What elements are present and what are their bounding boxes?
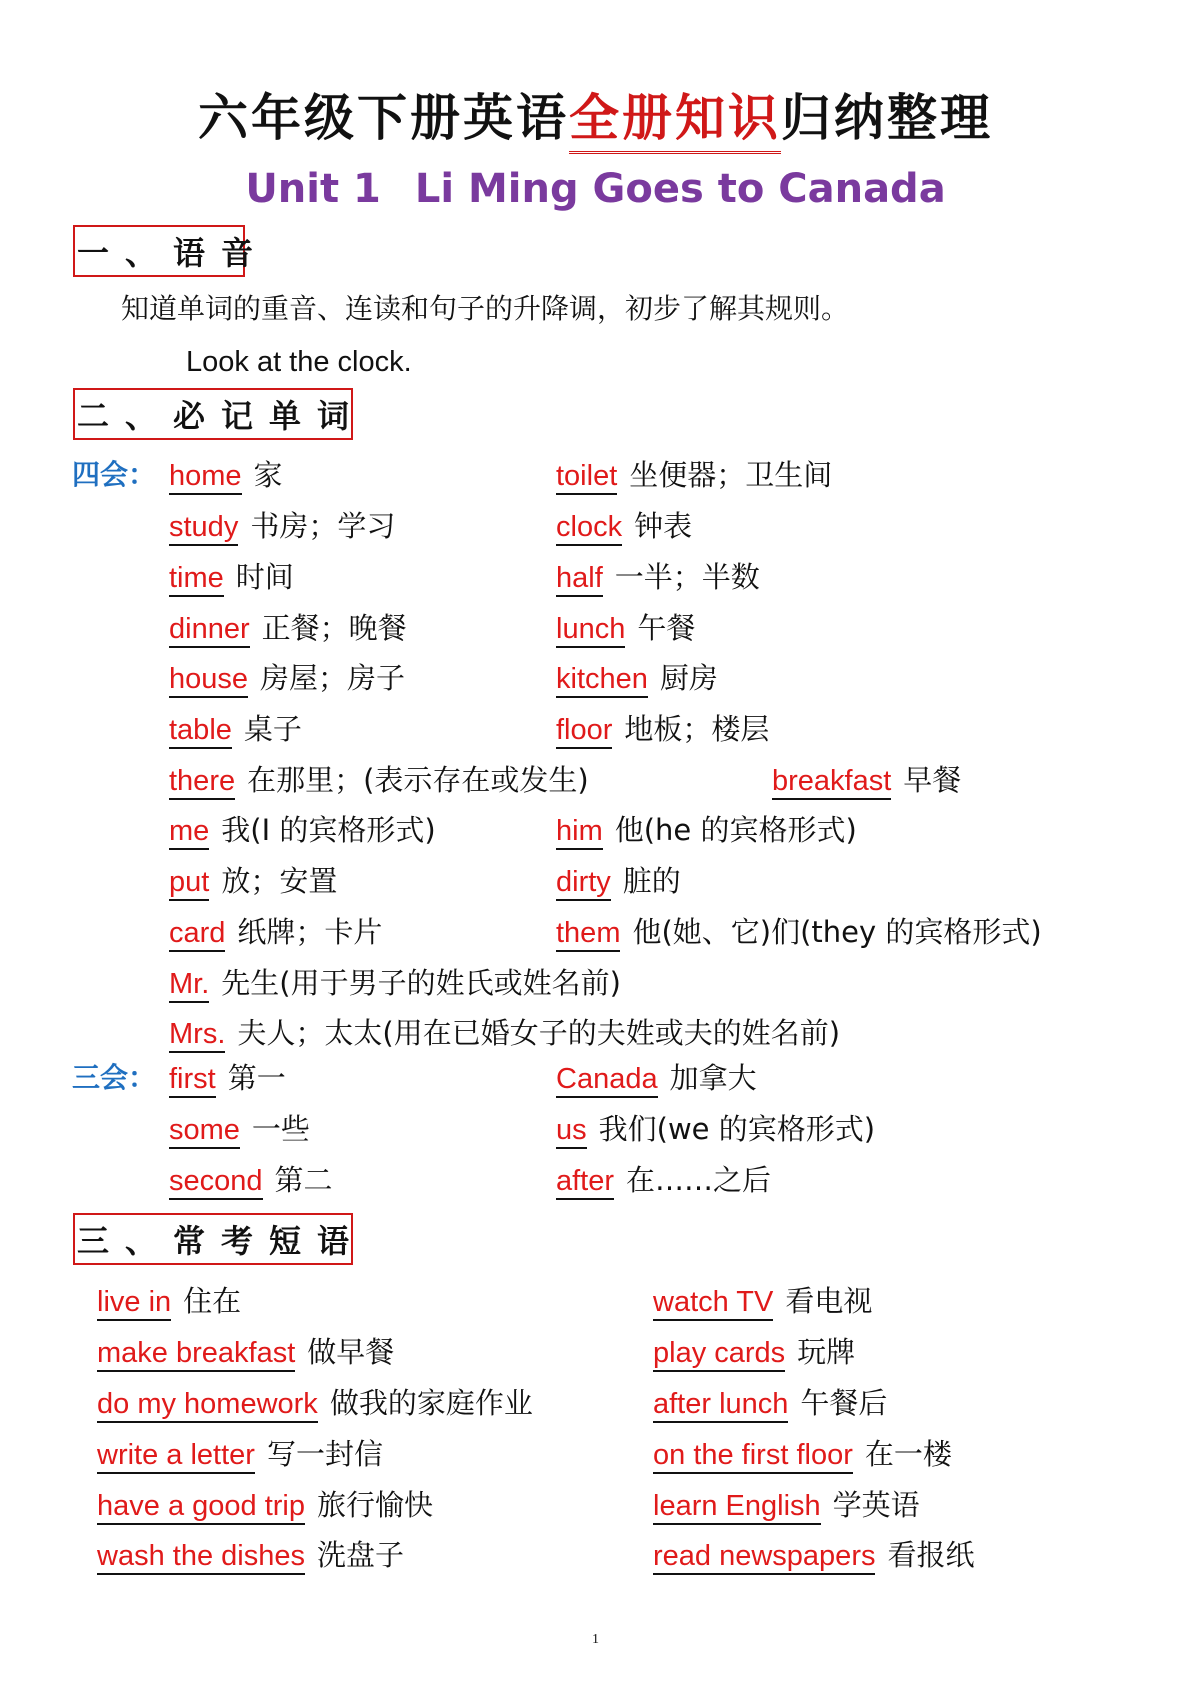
vocab-item-chinese: 放；安置 bbox=[221, 864, 338, 898]
section-heading-phrases: 三、常考短语 bbox=[73, 1213, 353, 1265]
vocab-item bbox=[169, 1013, 840, 1054]
vocab-item bbox=[169, 1109, 310, 1150]
vocab-item-chinese: 厨房 bbox=[659, 661, 718, 695]
vocab-item-english: me bbox=[169, 815, 209, 850]
phrase-item bbox=[653, 1383, 887, 1424]
phrase-item bbox=[653, 1281, 872, 1322]
vocab-item bbox=[169, 709, 302, 750]
four-skills-label: 四会： bbox=[72, 458, 157, 491]
vocab-item-chinese: 他(她、它)们(they 的宾格形式) bbox=[632, 915, 1042, 949]
vocab-item-chinese: 一半；半数 bbox=[614, 560, 760, 594]
vocab-item bbox=[556, 1058, 757, 1099]
vocab-item-chinese: 时间 bbox=[235, 560, 294, 594]
phrase-item-english: learn English bbox=[653, 1490, 821, 1525]
phrase-item-english: have a good trip bbox=[97, 1490, 305, 1525]
vocab-item bbox=[169, 557, 294, 598]
vocab-item-chinese: 坐便器；卫生间 bbox=[629, 458, 833, 492]
phrase-item-english: read newspapers bbox=[653, 1540, 875, 1575]
vocab-item bbox=[169, 1160, 333, 1201]
vocab-item bbox=[169, 912, 382, 953]
vocab-item-chinese: 桌子 bbox=[243, 712, 302, 746]
phrase-item-english: make breakfast bbox=[97, 1337, 295, 1372]
vocab-item-chinese: 一些 bbox=[251, 1112, 310, 1146]
title-prefix: 六年级下册英语 bbox=[198, 89, 569, 147]
vocab-item-chinese: 第二 bbox=[274, 1163, 333, 1197]
vocab-item-chinese: 他(he 的宾格形式) bbox=[614, 813, 857, 847]
vocab-item-english: home bbox=[169, 460, 242, 495]
vocab-item-chinese: 房屋；房子 bbox=[260, 661, 406, 695]
vocab-item-chinese: 脏的 bbox=[622, 864, 681, 898]
phrase-item-english: wash the dishes bbox=[97, 1540, 305, 1575]
phrase-item-chinese: 玩牌 bbox=[797, 1335, 856, 1369]
vocab-item bbox=[556, 810, 857, 851]
vocab-item-chinese: 夫人；太太(用在已婚女子的夫姓或夫的姓名前) bbox=[237, 1016, 841, 1050]
vocab-item-english: toilet bbox=[556, 460, 617, 495]
vocab-item bbox=[772, 760, 961, 801]
phrase-item-chinese: 做我的家庭作业 bbox=[329, 1386, 533, 1420]
vocab-item-english: table bbox=[169, 714, 232, 749]
vocab-item bbox=[169, 455, 283, 496]
vocab-item bbox=[169, 506, 395, 547]
vocab-item-english: some bbox=[169, 1114, 240, 1149]
vocab-item-english: floor bbox=[556, 714, 612, 749]
phrase-item bbox=[97, 1485, 433, 1526]
vocab-item-english: clock bbox=[556, 511, 622, 546]
phrase-item-chinese: 在一楼 bbox=[864, 1437, 952, 1471]
phrase-item-chinese: 午餐后 bbox=[800, 1386, 888, 1420]
phrase-item-english: on the first floor bbox=[653, 1439, 853, 1474]
vocab-item-chinese: 纸牌；卡片 bbox=[237, 915, 383, 949]
phonetics-description: 知道单词的重音、连读和句子的升降调，初步了解其规则。 bbox=[121, 292, 850, 325]
vocab-item-english: him bbox=[556, 815, 603, 850]
phrase-item-chinese: 写一封信 bbox=[266, 1437, 383, 1471]
vocab-item-english: kitchen bbox=[556, 663, 648, 698]
vocab-item bbox=[556, 455, 832, 496]
phrase-item-chinese: 洗盘子 bbox=[316, 1538, 404, 1572]
vocab-item-chinese: 我们(we 的宾格形式) bbox=[598, 1112, 876, 1146]
vocab-item-english: first bbox=[169, 1063, 216, 1098]
phrase-item-chinese: 旅行愉快 bbox=[316, 1488, 433, 1522]
vocab-item-english: Mr. bbox=[169, 968, 209, 1003]
unit-number: Unit 1 bbox=[245, 166, 381, 212]
vocab-item-english: house bbox=[169, 663, 248, 698]
vocab-item-english: second bbox=[169, 1165, 263, 1200]
vocab-item bbox=[169, 861, 337, 902]
vocab-item-english: them bbox=[556, 917, 620, 952]
vocab-item-english: after bbox=[556, 1165, 614, 1200]
vocab-item-english: time bbox=[169, 562, 224, 597]
phrase-item-chinese: 做早餐 bbox=[307, 1335, 395, 1369]
phrase-item-english: play cards bbox=[653, 1337, 785, 1372]
vocab-item-chinese: 正餐；晚餐 bbox=[261, 611, 407, 645]
phrase-item-chinese: 住在 bbox=[183, 1284, 242, 1318]
vocab-item bbox=[556, 557, 760, 598]
vocab-item-english: half bbox=[556, 562, 603, 597]
page-title bbox=[0, 78, 1191, 150]
vocab-item bbox=[556, 1160, 771, 1201]
phonetics-example: Look at the clock. bbox=[186, 346, 412, 378]
phrase-item-english: after lunch bbox=[653, 1388, 788, 1423]
vocab-item bbox=[169, 760, 589, 801]
phrase-item bbox=[653, 1485, 920, 1526]
phrase-item bbox=[97, 1383, 533, 1424]
phrase-item bbox=[97, 1281, 241, 1322]
unit-title bbox=[0, 166, 1191, 212]
vocab-item bbox=[169, 608, 407, 649]
vocab-item bbox=[169, 963, 621, 1004]
phrase-item bbox=[653, 1434, 952, 1475]
vocab-item-english: put bbox=[169, 866, 209, 901]
phrase-item-chinese: 学英语 bbox=[832, 1488, 920, 1522]
phrase-item-chinese: 看报纸 bbox=[887, 1538, 975, 1572]
vocab-item bbox=[556, 506, 692, 547]
vocab-item-english: there bbox=[169, 765, 235, 800]
phrase-item bbox=[97, 1434, 383, 1475]
vocab-item-english: study bbox=[169, 511, 238, 546]
phrase-item-english: do my homework bbox=[97, 1388, 318, 1423]
phrase-item bbox=[97, 1332, 394, 1373]
vocab-item bbox=[169, 1058, 286, 1099]
phrase-item bbox=[653, 1535, 975, 1576]
page-number: 1 bbox=[592, 1632, 599, 1647]
phrase-item bbox=[653, 1332, 855, 1373]
vocab-item-chinese: 早餐 bbox=[903, 763, 962, 797]
title-highlight: 全册知识 bbox=[569, 89, 781, 154]
section-heading-vocabulary: 二、必记单词 bbox=[73, 388, 353, 440]
three-skills-label: 三会： bbox=[72, 1061, 157, 1094]
vocab-item-english: us bbox=[556, 1114, 587, 1149]
unit-name: Li Ming Goes to Canada bbox=[414, 166, 946, 212]
vocab-item-chinese: 书房；学习 bbox=[250, 509, 396, 543]
vocab-item-english: dinner bbox=[169, 613, 250, 648]
vocab-item-english: lunch bbox=[556, 613, 625, 648]
vocab-item bbox=[169, 810, 436, 851]
vocab-item bbox=[556, 861, 681, 902]
vocab-item-english: dirty bbox=[556, 866, 611, 901]
phrase-item-english: live in bbox=[97, 1286, 171, 1321]
vocab-item bbox=[556, 608, 695, 649]
section-heading-phonetics: 一、语音 bbox=[73, 225, 245, 277]
vocab-item-english: card bbox=[169, 917, 225, 952]
phrase-item-chinese: 看电视 bbox=[785, 1284, 873, 1318]
title-suffix: 归纳整理 bbox=[781, 89, 993, 147]
vocab-item bbox=[556, 912, 1042, 953]
vocab-item-chinese: 家 bbox=[253, 458, 283, 492]
vocab-item bbox=[556, 709, 769, 750]
phrase-item-english: write a letter bbox=[97, 1439, 255, 1474]
vocab-item-chinese: 在……之后 bbox=[626, 1163, 772, 1197]
vocab-item-english: Canada bbox=[556, 1063, 658, 1098]
vocab-item-english: Mrs. bbox=[169, 1018, 225, 1053]
vocab-item-chinese: 我(I 的宾格形式) bbox=[221, 813, 436, 847]
vocab-item-chinese: 午餐 bbox=[637, 611, 696, 645]
vocab-item-chinese: 先生(用于男子的姓氏或姓名前) bbox=[221, 966, 621, 1000]
vocab-item bbox=[556, 658, 718, 699]
vocab-item bbox=[169, 658, 405, 699]
phrase-item-english: watch TV bbox=[653, 1286, 773, 1321]
vocab-item-chinese: 地板；楼层 bbox=[624, 712, 770, 746]
phrase-item bbox=[97, 1535, 404, 1576]
vocab-item-chinese: 在那里；(表示存在或发生) bbox=[247, 763, 589, 797]
vocab-item-chinese: 第一 bbox=[227, 1061, 286, 1095]
vocab-item-chinese: 钟表 bbox=[634, 509, 693, 543]
vocab-item-english: breakfast bbox=[772, 765, 891, 800]
vocab-item bbox=[556, 1109, 875, 1150]
vocab-item-chinese: 加拿大 bbox=[669, 1061, 757, 1095]
